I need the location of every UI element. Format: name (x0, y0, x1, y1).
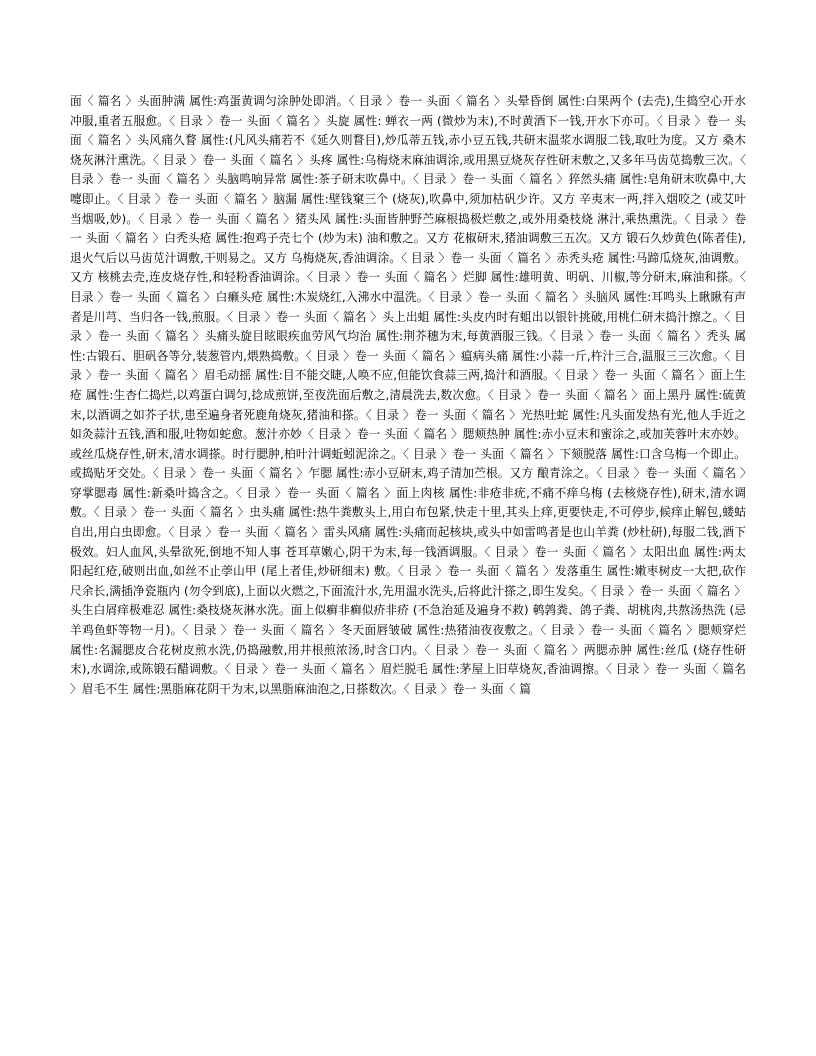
document-body-text: 面〈 篇名 〉头面肿满 属性:鸡蛋黄调匀涂肿处即消。〈 目录 〉卷一 头面〈 篇名 〉头晕昏倒 属性:白果两个 (去壳),生捣空心开水冲服,重者五服愈。〈 目录 〉卷一 头面〈 篇名 〉头旋 属性: 蝉衣一两 (微炒为末),不时黄酒下一钱,开水下亦可。〈 目录 〉卷一 头面〈 篇名 〉头风痛久瞀 属性:(凡风头痛若不《延久则瞀目),炒瓜蒂五钱,赤小豆五钱,共研末温浆水调服二钱,取吐为度。又方 桑木烧灰淋汁熏洗。〈 目录 〉卷一 头面〈 篇名 〉头疼 属性:乌梅烧末麻油调涂,或用黑豆烧灰存性研末敷之,又多年马齿苋捣敷三次。〈 目录 〉卷一 头面〈 篇名 〉头脑鸣响异常 属性:茶子研末吹鼻中。〈 目录 〉卷一 头面〈 篇名 〉猝然头痛 属性:皂角研末吹鼻中,大嚏即止。〈 目录 〉卷一 头面〈 篇名 〉脑漏 属性:壁钱窠三个 (烧灰),吹鼻中,须加枯矾少许。又方 辛夷末一两,拌入烟咬之 (或艾叶当烟吸,妙)。〈 目录 〉卷一 头面〈 篇名 〉猪头风 属性:头面皆肿野苎麻根捣极烂敷之,或外用桑枝烧 淋汁,乘热熏洗。〈 目录 〉卷一 头面〈 篇名 〉白秃头疮 属性:抱鸡子壳七个 (炒为末) 油和敷之。又方 花椒研末,猪油调敷三五次。又方 锻石久炒黄色(陈者佳),退火气后以马齿苋汁调敷,干则易之。又方 乌梅烧灰,香油调涂。〈 目录 〉卷一 头面〈 篇名 〉赤秃头疮 属性:马蹄瓜烧灰,油调敷。又方 核桃去壳,连皮烧存性,和轻粉香油调涂。〈 目录 〉卷一 头面〈 篇名 〉烂脚 属性:雄明黄、明矾、川椒,等分研末,麻油和搽。〈 目录 〉卷一 头面〈 篇名 〉白癞头疮 属性:木炭烧红,入沸水中温洗。〈 目录 〉卷一 头面〈 篇名 〉头脑风 属性:耳鸣头上瞅瞅有声者是川芎、当归各一钱,煎服。〈 目录 〉卷一 头面〈 篇名 〉头上出蛆 属性:头皮内时有蛆出以银针挑破,用桃仁研末捣汁擦之。〈 目录 〉卷一 头面〈 篇名 〉头痛头旋目眩眼疾血劳风气均治 属性:荆芥穗为末,每黄酒服三钱。〈 目录 〉卷一 头面〈 篇名 〉秃头 属性:古锻石、胆矾各等分,装葱管内,煨熟捣敷。〈 目录 〉卷一 头面〈 篇名 〉瘟病头痛 属性:小蒜一斤,杵汁三合,温服三三次愈。〈 目录 〉卷一 头面〈 篇名 〉眉毛动摇 属性:目不能交睫,人唤不应,但能饮食蒜三两,捣汁和酒服。〈 目录 〉卷一 头面〈 篇名 〉面上生疮 属性:生杏仁捣烂,以鸡蛋白调匀,捻成煎饼,至夜洗面后敷之,清晨洗去,数次愈。〈 目录 〉卷一 头面〈 篇名 〉面上黑丹 属性:硫黄末,以酒调之如芥子状,患至遍身者死鹿角烧灰,猪油和搽。〈 目录 〉卷一 头面〈 篇名 〉光热吐蛇 属性:凡头面发热有光,他人手近之如灸蒜汁五钱,酒和服,吐物如蛇愈。葱汁亦妙〈 目录 〉卷一 头面〈 篇名 〉腮颊热肿 属性:赤小豆末和蜜涂之,或加芙蓉叶末亦妙。或丝瓜烧存性,研末,清水调搽。时行腮肿,柏叶汁调蚯蚓泥涂之。〈 目录 〉卷一 头面〈 篇名 〉下颏脱落 属性:口含乌梅一个即止。或捣贴牙交处。〈 目录 〉卷一 头面〈 篇名 〉乍腮 属性:赤小豆研末,鸡子清加苎根。又方 酿青涂之。〈 目录 〉卷一 头面〈 篇名 〉穿掌腮毒 属性:新桑叶捣含之。〈 目录 〉卷一 头面〈 篇名 〉面上肉核 属性:非疮非疣,不痛不痒乌梅 (去核烧存性),研末,清水调敷。〈 目录 〉卷一 头面〈 篇名 〉虫头痛 属性:热牛粪敷头上,用白布包紧,快走十里,其头上痒,更要快走,不可停步,候痒止解包,蝼蛄自出,用白虫即愈。〈 目录 〉卷一 头面〈 篇名 〉雷头风痛 属性:头痛而起核块,或头中如雷鸣者是也山羊粪 (炒杜研),每服二钱,酒下极效。妇人血风,头晕欲死,倒地不知人事 苍耳草嫩心,阴干为末,每一钱酒调服。〈 目录 〉卷一 头面〈 篇名 〉太阳出血 属性:两太阳起红疮,破则出血,如丝不止荸山甲 (尾上者佳,炒研细末) 敷。〈 目录 〉卷一 头面〈 篇名 〉发落重生 属性:嫩枣树皮一大把,砍作尺余长,满插净瓷瓶内 (勿令到底),上面以火燃之,下面流汁水,先用温水洗头,后将此汁搽之,即生发矣。〈 目录 〉卷一 头面〈 篇名 〉头生白屑痒极难忍 属性:桑枝烧灰淋水洗。面上似癣非癣似疥非疥 (不急治延及遍身不救) 鹌鹑粪、鸽子粪、胡桃肉,共熬汤热洗 (忌羊鸡鱼虾等物一月)。〈 目录 〉卷一 头面〈 篇名 〉冬天面唇皱破 属性:热猪油夜夜敷之。〈 目录 〉卷一 头面〈 篇名 〉腮颊穿烂 属性:名漏腮皮合花树皮煎水洗,仍捣融敷,用井根煎浓汤,时含口内。〈 目录 〉卷一 头面〈 篇名 〉两腮赤肿 属性:丝瓜 (烧存性研末),水调涂,或陈锻石醋调敷。〈 目录 〉卷一 头面〈 篇名 〉眉烂脱毛 属性:茅屋上旧草烧灰,香油调擦。〈 目录 〉卷一 头面〈 篇名 〉眉毛不生 属性:黑脂麻花阴干为末,以黑脂麻油泡之,日搽数次。〈 目录 〉卷一 头面〈 篇 (70, 94, 746, 696)
